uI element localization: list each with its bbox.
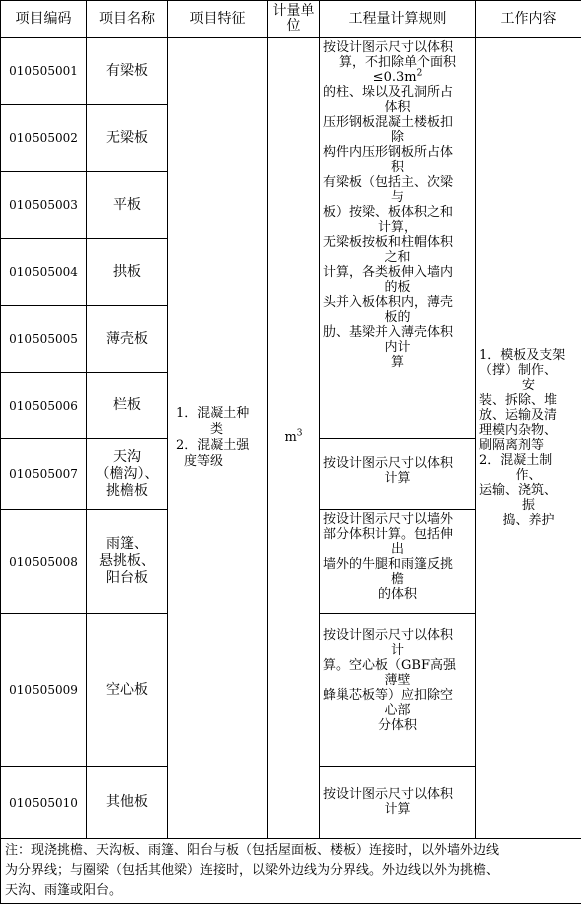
rule-group-3: 按设计图示尺寸以墙外 部分体积计算。包括伸 出 墙外的牛腿和雨篷反挑 檐 的体积 — [320, 510, 476, 614]
item-code: 010505003 — [1, 172, 87, 239]
table-row — [1, 38, 581, 105]
unit-cell: $m^3$ — [268, 38, 320, 839]
item-code: 010505005 — [1, 306, 87, 373]
item-name: 平板 — [87, 172, 168, 239]
table-note: 注：现浇挑檐、天沟板、雨篷、阳台与板（包括屋面板、楼板）连接时，以外墙外边线 为分界线；与圈梁（包括其他梁）连接时，以梁外边线为分界线。外边线以外为挑檐、 天沟、雨篷或阳台。 — [1, 839, 581, 904]
rule-group-2: 按设计图示尺寸以体积 计算 — [320, 439, 476, 510]
item-name: 天沟 （檐沟）、 挑檐板 — [87, 439, 168, 510]
item-name: 其他板 — [87, 767, 168, 839]
work-content: 1．模板及支架 （撑）制作、 安 装、拆除、堆 放、运输及清 理模内杂物、 刷隔离剂等 2．混凝土制 作、 运输、浇筑、 振 捣、养护 — [476, 38, 581, 839]
item-code: 010505001 — [1, 38, 87, 105]
rule-group-4: 按设计图示尺寸以体积 计 算。空心板（GBF高强 薄壁 蜂巢芯板等）应扣除空 心部 分体积 — [320, 614, 476, 767]
item-name: 有梁板 — [87, 38, 168, 105]
item-code: 010505006 — [1, 373, 87, 439]
header-code: 项目编码 — [1, 1, 87, 38]
item-code: 010505007 — [1, 439, 87, 510]
rule-group-5: 按设计图示尺寸以体积 计算 — [320, 767, 476, 839]
header-features: 项目特征 — [168, 1, 268, 38]
item-name: 空心板 — [87, 614, 168, 767]
item-code: 010505009 — [1, 614, 87, 767]
item-name: 栏板 — [87, 373, 168, 439]
header-name: 项目名称 — [87, 1, 168, 38]
item-name: 薄壳板 — [87, 306, 168, 373]
header-unit: 计量单位 — [268, 1, 320, 38]
rule-group-1: 按设计图示尺寸以体积 算，不扣除单个面积 $\le 0.3m^2$ 的柱、垛以及孔洞所占 体积 压形钢板混凝土楼板扣 除 构件内压形钢板所占体 积 有梁板（包括主、次梁 与 板）按梁、板体积之和 计算， 无梁板按板和柱帽体积 之和 计算，各类板伸入墙内 的板 头并入板体积内，薄壳 板的 肋、基梁并入薄壳体积 内计 算 — [320, 38, 476, 439]
item-code: 010505002 — [1, 105, 87, 172]
item-code: 010505004 — [1, 239, 87, 306]
item-name: 拱板 — [87, 239, 168, 306]
header-row — [1, 1, 581, 38]
item-code: 010505008 — [1, 510, 87, 614]
item-features: 1．混凝土种 类 2．混凝土强 度等级 — [168, 38, 268, 839]
header-rules: 工程量计算规则 — [320, 1, 476, 38]
header-work: 工作内容 — [476, 1, 581, 38]
item-name: 雨篷、 悬挑板、 阳台板 — [87, 510, 168, 614]
item-code: 010505010 — [1, 767, 87, 839]
note-row — [1, 839, 581, 904]
item-name: 无梁板 — [87, 105, 168, 172]
